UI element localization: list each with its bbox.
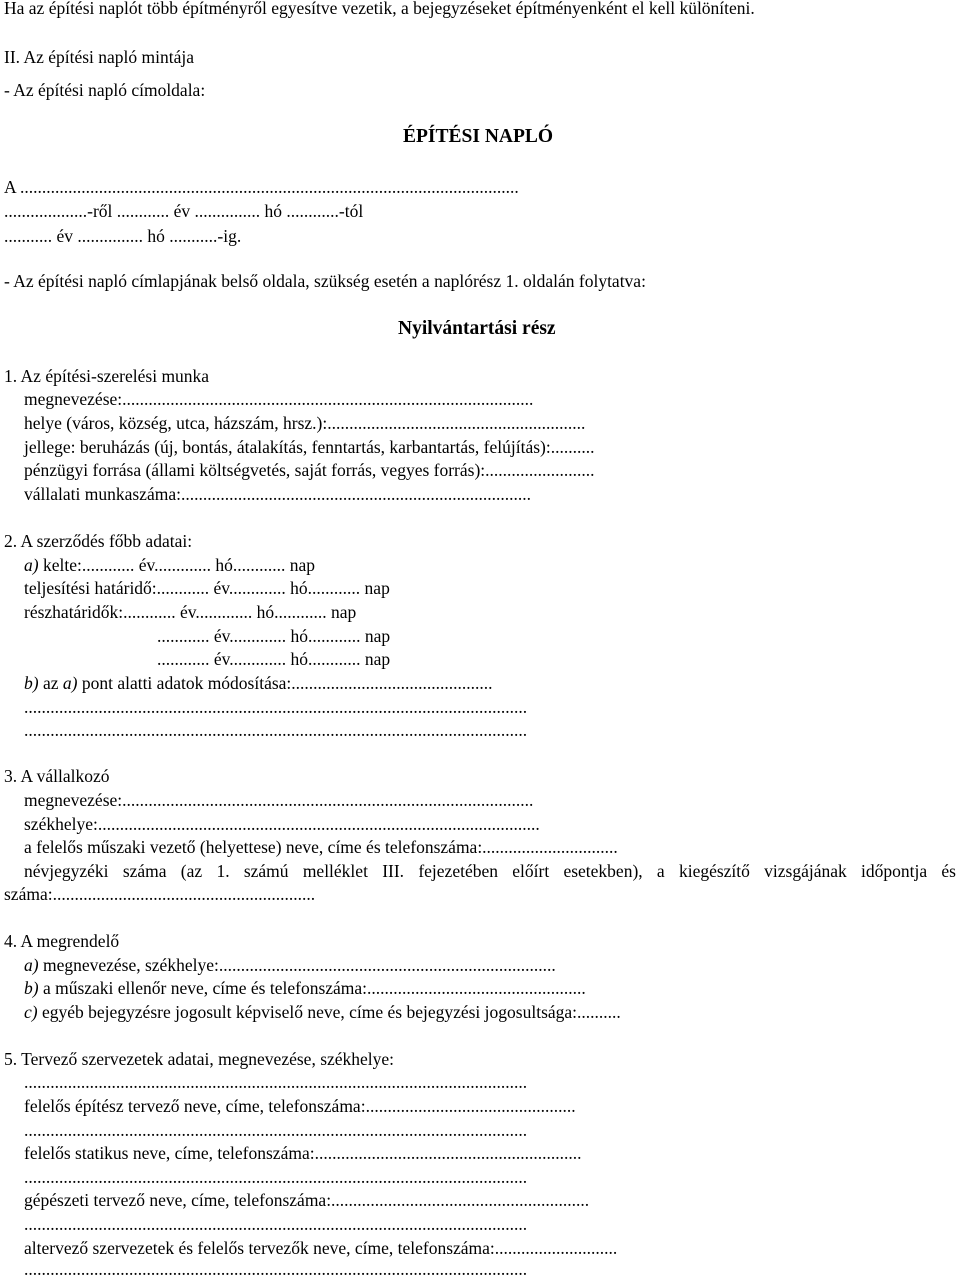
s1-work-number-line: vállalati munkaszáma:................................................................................ xyxy=(24,484,531,504)
section-heading: II. Az építési napló mintája xyxy=(4,47,195,67)
s5-dots-3: ................................................................................................................... xyxy=(24,1167,528,1187)
cover-line-3: ........... év ............... hó ...........-ig. xyxy=(4,226,242,246)
cover-line-1: A .................................................................................................................. xyxy=(4,177,519,197)
s5-architect-line: felelős építész tervező neve, címe, telefonszáma:................................................ xyxy=(24,1096,576,1116)
s2-a-label: a) xyxy=(24,555,39,575)
s3-name-line: megnevezése:.............................................................................................. xyxy=(24,790,534,810)
s2-date-line xyxy=(24,555,315,575)
s2-heading: 2. A szerződés főbb adatai: xyxy=(4,531,193,551)
s2-partial-line-2: ............ év............. hó............ nap xyxy=(157,626,391,646)
s3-registry-line-2: száma:............................................................ xyxy=(4,884,316,904)
s5-dots-5: ................................................................................................................... xyxy=(24,1259,528,1279)
cover-line-2: ...................-ről ............ év ............... hó ............-tól xyxy=(4,201,364,221)
s3-registry-line-1: névjegyzéki száma (az 1. számú melléklet III. fejezetében előírt esetekben), a kiegészítő vizsgájának időpontja és xyxy=(24,861,956,881)
cover-title: ÉPÍTÉSI NAPLÓ xyxy=(403,126,554,147)
s4-c-text: egyéb bejegyzésre jogosult képviselő neve, címe és bejegyzési jogosultsága:.......... xyxy=(37,1002,621,1022)
s3-heading: 3. A vállalkozó xyxy=(4,766,110,786)
s5-heading: 5. Tervező szervezetek adatai, megnevezése, székhelye: xyxy=(4,1049,395,1069)
s4-c-line xyxy=(24,1002,621,1022)
s4-b-text: a műszaki ellenőr neve, címe és telefonszáma:.................................................. xyxy=(38,978,586,998)
s3-seat-line: székhelye:..................................................................................................... xyxy=(24,814,540,834)
s4-c-label: c) xyxy=(24,1002,38,1022)
s1-location-line: helye (város, község, utca, házszám, hrsz.):........................................................... xyxy=(24,413,586,433)
s2-modification-line xyxy=(24,673,493,693)
s4-a-label: a) xyxy=(24,955,39,975)
s1-type-line: jellege: beruházás (új, bontás, átalakítás, fenntartás, karbantartás, felújítás):.......... xyxy=(24,437,595,457)
s4-b-label: b) xyxy=(24,978,39,998)
s4-a-line xyxy=(24,955,556,975)
intro-text: Ha az építési naplót több építményről egyesítve vezetik, a bejegyzéseket építményenként el kell különíteni. xyxy=(4,0,755,18)
s1-name-line: megnevezése:.............................................................................................. xyxy=(24,389,534,409)
s3-manager-line: a felelős műszaki vezető (helyettese) neve, címe és telefonszáma:............................... xyxy=(24,837,618,857)
s5-structural-line: felelős statikus neve, címe, telefonszáma:............................................................. xyxy=(24,1143,582,1163)
s2-b-mid: az xyxy=(38,673,63,693)
inner-heading: - Az építési napló címlapjának belső oldala, szükség esetén a naplórész 1. oldalán folytatva: xyxy=(4,271,646,291)
s5-mechanical-line: gépészeti tervező neve, címe, telefonszáma:........................................................... xyxy=(24,1190,590,1210)
s4-a-text: megnevezése, székhelye:............................................................................. xyxy=(38,955,556,975)
s2-b-text: pont alatti adatok módosítása:.............................................. xyxy=(77,673,493,693)
s2-partial-line-3: ............ év............. hó............ nap xyxy=(157,649,391,669)
s2-a-text: kelte:............ év............. hó............ nap xyxy=(38,555,315,575)
s5-dots-1: ................................................................................................................... xyxy=(24,1072,528,1092)
s5-dots-4: ................................................................................................................... xyxy=(24,1214,528,1234)
s1-heading: 1. Az építési-szerelési munka xyxy=(4,366,210,386)
s2-partial-line-1: részhatáridők:............ év............. hó............ nap xyxy=(24,602,357,622)
s4-b-line xyxy=(24,978,586,998)
s5-subcontractors-line: altervező szervezetek és felelős tervezők neve, címe, telefonszáma:............................ xyxy=(24,1238,618,1258)
s4-heading: 4. A megrendelő xyxy=(4,931,120,951)
s2-b-ref: a) xyxy=(62,673,78,693)
s2-dots-2: ................................................................................................................... xyxy=(24,720,528,740)
s2-dots-1: ................................................................................................................... xyxy=(24,697,528,717)
registry-title: Nyilvántartási rész xyxy=(398,318,556,339)
s1-funding-line: pénzügyi forrása (állami költségvetés, saját forrás, vegyes forrás):......................... xyxy=(24,460,595,480)
s2-b-label: b) xyxy=(24,673,39,693)
s2-deadline-line: teljesítési határidő:............ év............. hó............ nap xyxy=(24,578,390,598)
cover-heading: - Az építési napló címoldala: xyxy=(4,80,206,100)
s5-dots-2: ................................................................................................................... xyxy=(24,1120,528,1140)
